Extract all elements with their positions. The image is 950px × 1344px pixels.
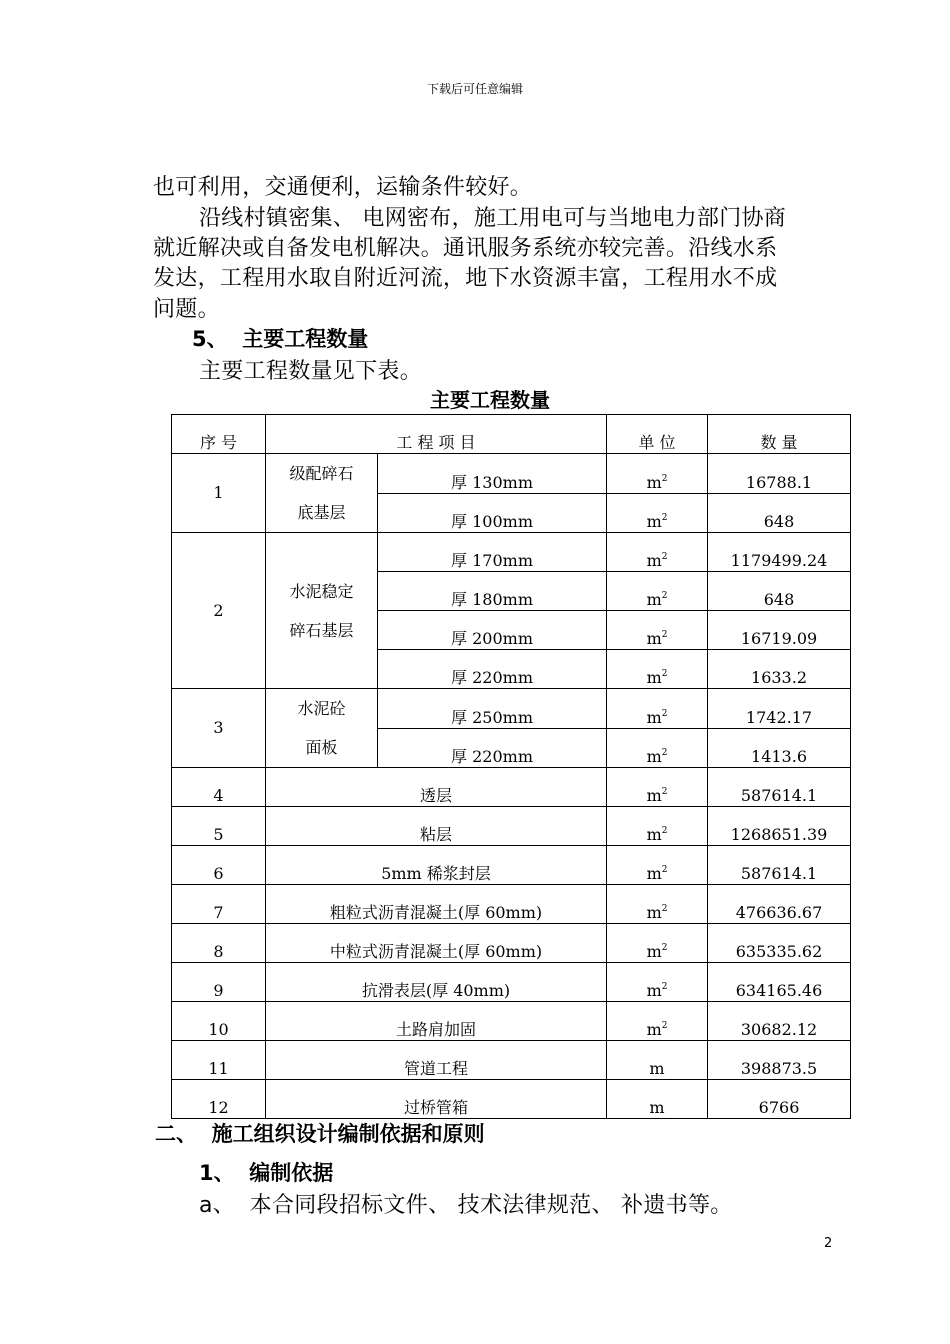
category-cell — [266, 689, 378, 768]
spec-cell: 厚 180mm — [378, 572, 607, 611]
unit-sup: 2 — [661, 669, 668, 679]
qty-cell: 16719.09 — [708, 611, 851, 650]
unit-cell — [607, 689, 708, 729]
paragraph-line: 发达，工程用水取自附近河流，地下水资源丰富，工程用水不成 — [153, 266, 778, 291]
page-number: 2 — [824, 1236, 833, 1251]
category-line: 碎石基层 — [289, 620, 354, 640]
unit-sup: 2 — [661, 473, 668, 484]
spec-cell: 厚 220mm — [378, 650, 607, 689]
table-row — [172, 768, 851, 807]
header-item: 工 程 项 目 — [266, 415, 607, 454]
row-no: 1 — [172, 454, 266, 533]
unit-base: m — [646, 981, 662, 1000]
unit-sup: 2 — [661, 630, 668, 640]
unit-base: m — [646, 590, 662, 609]
simple-rows — [172, 768, 851, 1119]
unit-cell — [607, 454, 708, 494]
qty-cell: 30682.12 — [708, 1002, 851, 1041]
unit-cell — [607, 885, 708, 924]
table-row — [172, 963, 851, 1002]
unit-cell — [607, 846, 708, 885]
unit-base: m — [646, 668, 662, 687]
unit-cell — [607, 572, 708, 611]
category-cell — [266, 454, 378, 533]
unit-cell — [607, 1002, 708, 1041]
quantities-table — [171, 414, 851, 1119]
row-no: 6 — [172, 846, 266, 885]
spec-cell: 厚 220mm — [378, 728, 607, 768]
table-row — [172, 1080, 851, 1119]
table-row — [172, 846, 851, 885]
item-cell: 抗滑表层(厚 40mm) — [266, 963, 607, 1002]
qty-cell: 6766 — [708, 1080, 851, 1119]
unit-cell — [607, 493, 708, 533]
category-line: 级配碎石 — [289, 464, 354, 483]
qty-cell: 634165.46 — [708, 963, 851, 1002]
item-cell: 中粒式沥青混凝土(厚 60mm) — [266, 924, 607, 963]
unit-base: m — [646, 629, 662, 648]
header-unit: 单 位 — [607, 415, 708, 454]
qty-cell: 635335.62 — [708, 924, 851, 963]
spec-cell: 厚 250mm — [378, 689, 607, 729]
unit-base: m — [646, 825, 662, 844]
table-header-row — [172, 415, 851, 454]
unit-base: m — [646, 942, 662, 961]
unit-base: m — [646, 1020, 662, 1039]
unit-cell — [607, 963, 708, 1002]
item-cell: 透层 — [266, 768, 607, 807]
table-row — [172, 1002, 851, 1041]
header-note: 下载后可任意编辑 — [426, 82, 523, 96]
unit-sup: 2 — [661, 943, 668, 953]
item-cell: 5mm 稀浆封层 — [266, 846, 607, 885]
unit-sup: 2 — [661, 865, 668, 875]
unit-base: m — [646, 707, 662, 727]
row-no: 4 — [172, 768, 266, 807]
table-row — [172, 885, 851, 924]
table-row — [172, 924, 851, 963]
qty-cell: 476636.67 — [708, 885, 851, 924]
unit-cell — [607, 924, 708, 963]
spec-cell: 厚 100mm — [378, 493, 607, 533]
section-5-heading: 5、 主要工程数量 — [192, 327, 369, 351]
row-no: 9 — [172, 963, 266, 1002]
qty-cell: 16788.1 — [708, 454, 851, 494]
row-no: 10 — [172, 1002, 266, 1041]
subsection-1-heading: 1、 编制依据 — [199, 1161, 334, 1185]
header-qty: 数 量 — [708, 415, 851, 454]
row-no: 5 — [172, 807, 266, 846]
spec-cell: 厚 130mm — [378, 454, 607, 494]
header-no: 序 号 — [172, 415, 266, 454]
paragraph-line: 沿线村镇密集、 电网密布，施工用电可与当地电力部门协商 — [199, 206, 787, 231]
unit-cell — [607, 807, 708, 846]
unit-sup: 2 — [661, 1021, 668, 1031]
item-cell: 管道工程 — [266, 1041, 607, 1080]
unit-cell: m — [607, 1080, 708, 1119]
item-cell: 过桥管箱 — [266, 1080, 607, 1119]
table-row — [172, 1041, 851, 1080]
paragraph-line: 就近解决或自备发电机解决。通讯服务系统亦较完善。沿线水系 — [153, 236, 778, 261]
unit-base: m — [646, 747, 662, 766]
category-line: 底基层 — [297, 503, 346, 522]
unit-cell — [607, 533, 708, 572]
qty-cell: 587614.1 — [708, 768, 851, 807]
table-row — [172, 689, 851, 729]
qty-cell: 648 — [708, 572, 851, 611]
qty-cell: 648 — [708, 493, 851, 533]
unit-base: m — [646, 864, 662, 883]
unit-sup: 2 — [661, 787, 668, 797]
qty-cell: 587614.1 — [708, 846, 851, 885]
row-no: 11 — [172, 1041, 266, 1080]
paragraph-line: 问题。 — [153, 297, 220, 322]
table-row — [172, 807, 851, 846]
section-2-heading: 二、 施工组织设计编制依据和原则 — [155, 1122, 485, 1146]
paragraph-line: 也可利用，交通便利，运输条件较好。 — [153, 175, 533, 200]
qty-cell: 1268651.39 — [708, 807, 851, 846]
qty-cell: 398873.5 — [708, 1041, 851, 1080]
item-cell: 粘层 — [266, 807, 607, 846]
unit-sup: 2 — [661, 513, 668, 523]
unit-cell: m — [607, 1041, 708, 1080]
item-cell: 粗粒式沥青混凝土(厚 60mm) — [266, 885, 607, 924]
table-title: 主要工程数量 — [430, 388, 550, 412]
table-row — [172, 533, 851, 572]
unit-sup: 2 — [661, 552, 668, 562]
unit-cell — [607, 768, 708, 807]
unit-sup: 2 — [661, 826, 668, 836]
category-line: 面板 — [305, 738, 338, 757]
table-row — [172, 454, 851, 494]
row-no: 8 — [172, 924, 266, 963]
unit-cell — [607, 650, 708, 689]
unit-base: m — [646, 903, 662, 922]
spec-cell: 厚 170mm — [378, 533, 607, 572]
item-cell: 土路肩加固 — [266, 1002, 607, 1041]
unit-sup: 2 — [661, 748, 668, 758]
qty-cell: 1633.2 — [708, 650, 851, 689]
row-no: 7 — [172, 885, 266, 924]
row-no: 2 — [172, 533, 266, 689]
unit-base: m — [646, 472, 662, 492]
category-line: 水泥砼 — [297, 699, 346, 718]
qty-cell: 1413.6 — [708, 728, 851, 768]
item-a: a、 本合同段招标文件、 技术法律规范、 补遗书等。 — [199, 1193, 733, 1218]
unit-cell — [607, 611, 708, 650]
section-5-intro: 主要工程数量见下表。 — [199, 359, 423, 384]
row-no: 3 — [172, 689, 266, 768]
unit-base: m — [646, 551, 662, 570]
unit-sup: 2 — [661, 982, 668, 992]
qty-cell: 1742.17 — [708, 689, 851, 729]
unit-cell — [607, 728, 708, 768]
category-line: 水泥稳定 — [289, 581, 354, 601]
unit-sup: 2 — [661, 708, 668, 719]
category-cell — [266, 533, 378, 689]
unit-base: m — [646, 512, 662, 531]
unit-base: m — [646, 786, 662, 805]
unit-sup: 2 — [661, 904, 668, 914]
qty-cell: 1179499.24 — [708, 533, 851, 572]
unit-sup: 2 — [661, 591, 668, 601]
spec-cell: 厚 200mm — [378, 611, 607, 650]
row-no: 12 — [172, 1080, 266, 1119]
